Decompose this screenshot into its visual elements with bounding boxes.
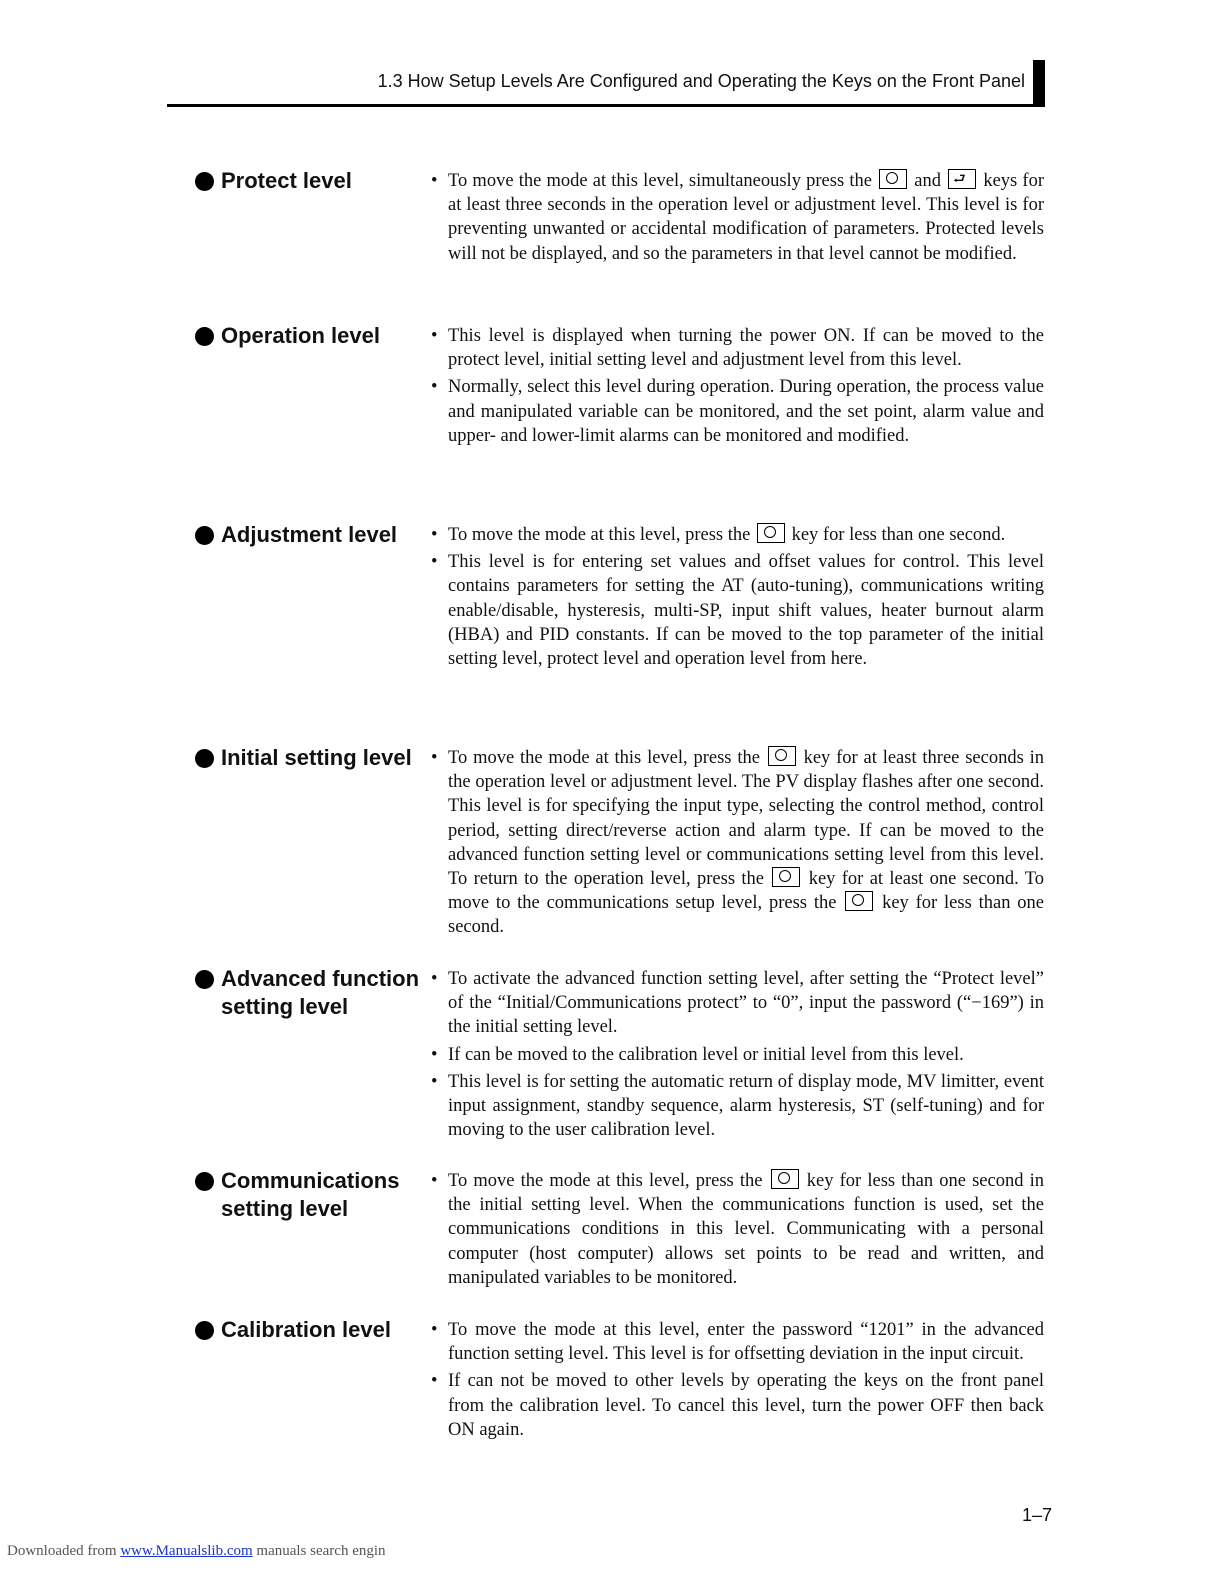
bullet-marker: • [431, 1044, 438, 1065]
text-run: To move the mode at this level, press the [448, 748, 766, 768]
text-run: If can not be moved to other levels by operating the keys on the front panel from the calibration level. To cancel this level, turn the power OFF then back ON again. [448, 1371, 1044, 1440]
section-body [431, 1318, 1044, 1445]
text-run: key for less than one second. [448, 893, 1044, 938]
text-run: and [909, 171, 947, 191]
bullet-item [431, 967, 1044, 1040]
return-arrow-icon: ⮐ [953, 171, 966, 187]
level-key-icon [845, 891, 873, 911]
level-key-icon [772, 867, 800, 887]
level-key-icon [771, 1169, 799, 1189]
circle-icon [779, 870, 791, 882]
text-run: If can be moved to the calibration level or initial level from this level. [448, 1044, 964, 1065]
bullet-marker: • [431, 1320, 438, 1340]
level-key-icon [768, 746, 796, 766]
section-body [431, 1169, 1044, 1293]
section-heading [195, 744, 420, 772]
bullet-dot-icon [195, 327, 214, 346]
circle-icon [775, 749, 787, 761]
manualslib-link[interactable]: www.Manualslib.com [120, 1543, 253, 1559]
circle-icon [764, 526, 776, 538]
bullet-text [448, 169, 1044, 266]
section-heading [195, 965, 420, 1021]
header-title: 1.3 How Setup Levels Are Configured and Operating the Keys on the Front Panel [377, 71, 1025, 91]
section-title: Operation level [221, 323, 380, 348]
bullet-item [431, 1043, 1044, 1067]
bullet-text [448, 1043, 1044, 1067]
circle-icon [778, 1172, 790, 1184]
section-heading [195, 167, 420, 195]
return-key-icon [948, 169, 976, 189]
bullet-text [448, 746, 1044, 940]
bullet-marker: • [431, 748, 438, 768]
text-run: key for at least one second. To move to the communications setup level, press the [448, 869, 1045, 914]
bullet-marker: • [431, 1071, 438, 1092]
circle-icon [886, 172, 898, 184]
text-run: To activate the advanced function setting level, after setting the “Protect level” of the “Initial/Communications protect” to “0”, input the password (“−169”) in the initial setting level. [448, 969, 1044, 1038]
bullet-dot-icon [195, 1321, 214, 1340]
section-body [431, 324, 1044, 451]
section-body [431, 967, 1044, 1145]
bullet-text [448, 1318, 1044, 1366]
section-title: Advanced function setting level [221, 966, 420, 1019]
section-heading [195, 521, 420, 549]
text-run: key for at least three seconds in the operation level or adjustment level. The PV display flashes after one second. This level is for specifying the input type, selecting the control method, control period, setting direct/reverse action and alarm type. If can be moved to the advanced function setting level or communications setting level from this level. To return to the operation level, press the [448, 748, 1044, 890]
bullet-text [448, 1169, 1044, 1290]
header-tab-marker [1033, 60, 1045, 104]
bullet-marker: • [431, 171, 438, 191]
section-body [431, 169, 1044, 269]
text-run: key for less than one second. [786, 525, 1006, 545]
bullet-item [431, 746, 1044, 940]
footer-suffix: manuals search engin [252, 1543, 386, 1559]
footer-prefix: Downloaded from [7, 1543, 121, 1559]
bullet-marker: • [431, 525, 438, 545]
section-heading [195, 322, 420, 350]
bullet-item [431, 1169, 1044, 1290]
text-run: keys for at least three seconds in the operation level or adjustment level. This level is for preventing unwanted or accidental modification of parameters. Protected levels will not be displayed, and so the parameters in that level cannot be modified. [448, 171, 1044, 264]
bullet-item [431, 1070, 1044, 1143]
bullet-item [431, 550, 1044, 671]
section-title: Adjustment level [221, 522, 398, 547]
bullet-text [448, 1369, 1044, 1442]
text-run: This level is for entering set values and offset values for control. This level contains parameters for setting the AT (auto-tuning), communications writing enable/disable, hysteresis, multi-SP, input shift values, heater burnout alarm (HBA) and PID constants. If can be moved to the top parameter of the initial setting level, protect level and operation level from here. [448, 552, 1044, 670]
section-body [431, 746, 1044, 943]
level-key-icon [879, 169, 907, 189]
bullet-text [448, 1070, 1044, 1143]
bullet-item [431, 523, 1044, 547]
text-run: To move the mode at this level, simultaneously press the [448, 171, 878, 191]
bullet-item [431, 375, 1044, 448]
bullet-dot-icon [195, 749, 214, 768]
bullet-item [431, 169, 1044, 266]
level-key-icon [757, 523, 785, 543]
bullet-dot-icon [195, 970, 214, 989]
section-title: Communications setting level [221, 1168, 400, 1221]
bullet-item [431, 1369, 1044, 1442]
circle-icon [852, 894, 864, 906]
bullet-text [448, 523, 1044, 547]
section-title: Calibration level [221, 1317, 391, 1342]
bullet-text [448, 375, 1044, 448]
bullet-marker: • [431, 552, 438, 573]
bullet-item [431, 1318, 1044, 1366]
text-run: To move the mode at this level, enter the password “1201” in the advanced function setting level. This level is for offsetting deviation in the input circuit. [448, 1320, 1044, 1365]
bullet-text [448, 324, 1044, 372]
section-heading [195, 1167, 420, 1223]
page-header [167, 60, 1045, 107]
bullet-marker: • [431, 1371, 438, 1392]
text-run: This level is for setting the automatic return of display mode, MV limitter, event input assignment, standby sequence, alarm hysteresis, ST (self-tuning) and for moving to the user calibration level. [448, 1071, 1044, 1141]
section-title: Initial setting level [221, 745, 412, 770]
page-number: 1–7 [1022, 1505, 1053, 1525]
bullet-text [448, 967, 1044, 1040]
bullet-dot-icon [195, 172, 214, 191]
text-run: To move the mode at this level, press the [448, 1171, 769, 1191]
section-title: Protect level [221, 168, 352, 193]
section-heading [195, 1316, 420, 1344]
bullet-dot-icon [195, 526, 214, 545]
text-run: key for less than one second in the initial setting level. When the communications function is used, set the communications conditions in this level. Communicating with a personal computer (host computer) allows set points to be read and written, and manipulated variables to be monitored. [448, 1171, 1045, 1288]
text-run: Normally, select this level during operation. During operation, the process value and manipulated variable can be monitored, and the set point, alarm value and upper- and lower-limit alarms can be monitored and modified. [448, 377, 1044, 446]
bullet-marker: • [431, 969, 438, 989]
download-footer [7, 1543, 386, 1560]
bullet-marker: • [431, 377, 438, 398]
section-body [431, 523, 1044, 674]
text-run: This level is displayed when turning the power ON. If can be moved to the protect level, initial setting level and adjustment level from this level. [448, 326, 1044, 371]
bullet-marker: • [431, 1171, 438, 1191]
bullet-item [431, 324, 1044, 372]
text-run: To move the mode at this level, press the [448, 525, 755, 545]
bullet-marker: • [431, 326, 438, 346]
bullet-text [448, 550, 1044, 671]
bullet-dot-icon [195, 1172, 214, 1191]
